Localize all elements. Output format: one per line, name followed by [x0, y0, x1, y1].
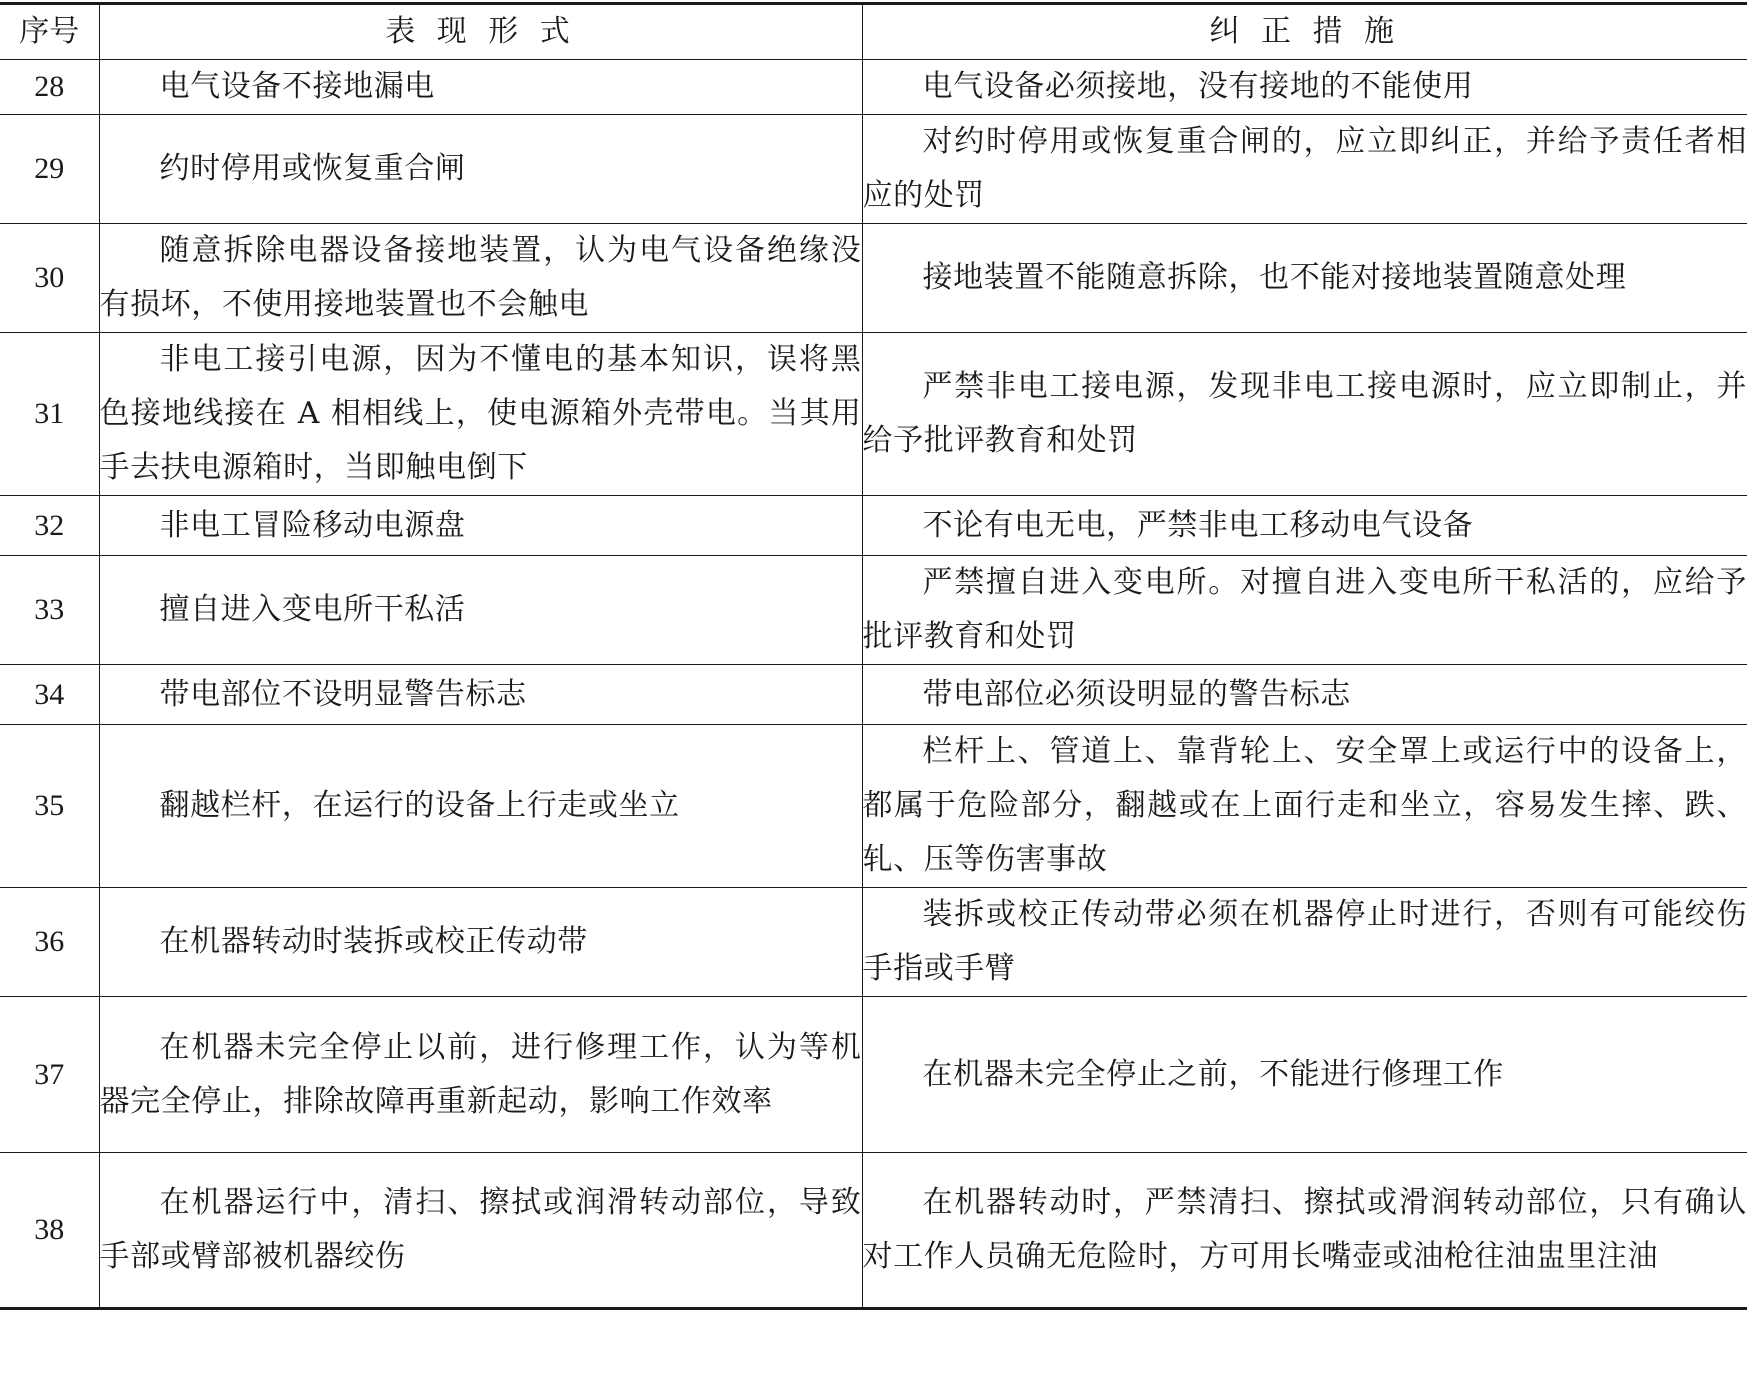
header-serial-number: 序号: [0, 4, 99, 60]
manifestation-cell: 电气设备不接地漏电: [99, 60, 862, 115]
corrective-measure-cell: 严禁非电工接电源，发现非电工接电源时，应立即制止，并给予批评教育和处罚: [862, 333, 1747, 496]
manifestation-cell: 翻越栏杆，在运行的设备上行走或坐立: [99, 725, 862, 888]
row-number: 29: [0, 115, 99, 224]
row-number: 30: [0, 224, 99, 333]
table-row: [0, 224, 1747, 333]
corrective-measure-cell: 接地装置不能随意拆除，也不能对接地装置随意处理: [862, 224, 1747, 333]
header-corrective-measure: 纠 正 措 施: [862, 4, 1747, 60]
manifestation-cell: 非电工冒险移动电源盘: [99, 496, 862, 556]
table-header: [0, 4, 1747, 60]
row-number: 36: [0, 888, 99, 997]
manifestation-cell: 随意拆除电器设备接地装置，认为电气设备绝缘没有损坏，不使用接地装置也不会触电: [99, 224, 862, 333]
manifestation-cell: 在机器未完全停止以前，进行修理工作，认为等机器完全停止，排除故障再重新起动，影响工作效率: [99, 997, 862, 1153]
table-body: [0, 60, 1747, 1309]
row-number: 34: [0, 665, 99, 725]
row-number: 32: [0, 496, 99, 556]
table-row: [0, 333, 1747, 496]
corrective-measure-cell: 在机器转动时，严禁清扫、擦拭或滑润转动部位，只有确认对工作人员确无危险时，方可用长嘴壶或油枪往油盅里注油: [862, 1153, 1747, 1309]
corrective-measure-cell: 严禁擅自进入变电所。对擅自进入变电所干私活的，应给予批评教育和处罚: [862, 556, 1747, 665]
corrective-measure-cell: 不论有电无电，严禁非电工移动电气设备: [862, 496, 1747, 556]
corrective-measure-cell: 栏杆上、管道上、靠背轮上、安全罩上或运行中的设备上，都属于危险部分，翻越或在上面行走和坐立，容易发生摔、跌、轧、压等伤害事故: [862, 725, 1747, 888]
manifestation-cell: 非电工接引电源，因为不懂电的基本知识，误将黑色接地线接在 A 相相线上，使电源箱外壳带电。当其用手去扶电源箱时，当即触电倒下: [99, 333, 862, 496]
corrective-measure-cell: 对约时停用或恢复重合闸的，应立即纠正，并给予责任者相应的处罚: [862, 115, 1747, 224]
corrective-measure-cell: 在机器未完全停止之前，不能进行修理工作: [862, 997, 1747, 1153]
table-row: [0, 997, 1747, 1153]
table-row: [0, 725, 1747, 888]
manifestation-cell: 约时停用或恢复重合闸: [99, 115, 862, 224]
row-number: 38: [0, 1153, 99, 1309]
corrective-measure-cell: 装拆或校正传动带必须在机器停止时进行，否则有可能绞伤手指或手臂: [862, 888, 1747, 997]
header-manifestation: 表 现 形 式: [99, 4, 862, 60]
row-number: 33: [0, 556, 99, 665]
corrective-measure-cell: 带电部位必须设明显的警告标志: [862, 665, 1747, 725]
table-row: [0, 888, 1747, 997]
table-row: [0, 1153, 1747, 1309]
row-number: 35: [0, 725, 99, 888]
table-row: [0, 60, 1747, 115]
table-row: [0, 496, 1747, 556]
header-row: [0, 4, 1747, 60]
manifestation-cell: 在机器转动时装拆或校正传动带: [99, 888, 862, 997]
row-number: 28: [0, 60, 99, 115]
table-row: [0, 665, 1747, 725]
corrective-measure-cell: 电气设备必须接地，没有接地的不能使用: [862, 60, 1747, 115]
manifestation-cell: 在机器运行中，清扫、擦拭或润滑转动部位，导致手部或臂部被机器绞伤: [99, 1153, 862, 1309]
manifestation-cell: 擅自进入变电所干私活: [99, 556, 862, 665]
row-number: 31: [0, 333, 99, 496]
row-number: 37: [0, 997, 99, 1153]
corrective-measures-table: [0, 2, 1747, 1310]
table-row: [0, 556, 1747, 665]
manifestation-cell: 带电部位不设明显警告标志: [99, 665, 862, 725]
table-row: [0, 115, 1747, 224]
